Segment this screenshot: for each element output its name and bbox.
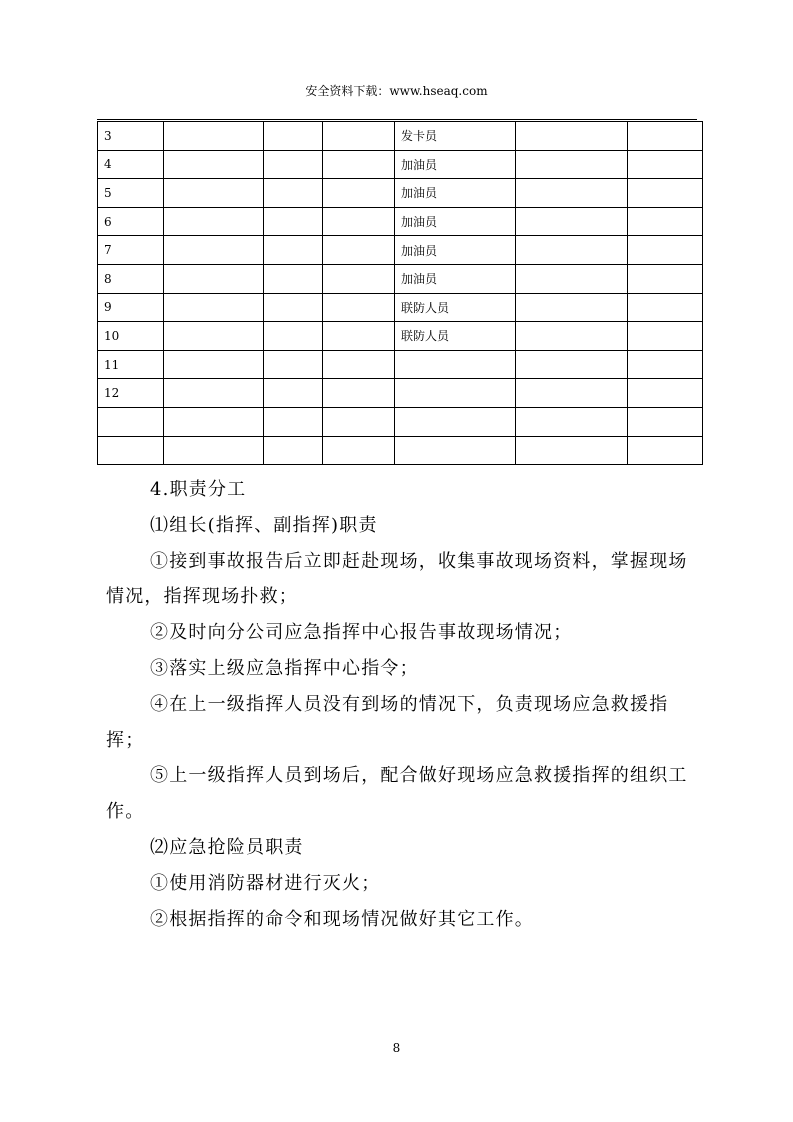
empty-cell xyxy=(323,150,395,179)
empty-cell xyxy=(264,207,323,236)
empty-cell xyxy=(164,436,264,465)
empty-cell xyxy=(516,122,628,151)
table-row xyxy=(98,322,703,351)
section-title: 4.职责分工 xyxy=(150,479,247,500)
subsection-title-leader: ⑴组长(指挥、副指挥)职责 xyxy=(150,514,378,536)
empty-cell xyxy=(516,264,628,293)
empty-cell xyxy=(628,264,703,293)
role-cell xyxy=(395,407,516,436)
empty-cell xyxy=(264,350,323,379)
leader-duty-2: ②及时向分公司应急指挥中心报告事故现场情况； xyxy=(150,622,573,644)
empty-cell xyxy=(164,293,264,322)
page-number: 8 xyxy=(392,1041,401,1055)
empty-cell xyxy=(516,322,628,351)
role-cell: 发卡员 xyxy=(395,122,516,151)
role-cell: 加油员 xyxy=(395,264,516,293)
empty-cell xyxy=(516,350,628,379)
empty-cell xyxy=(323,436,395,465)
personnel-table xyxy=(97,121,703,465)
row-number-cell: 4 xyxy=(98,150,164,179)
empty-cell xyxy=(516,150,628,179)
empty-cell xyxy=(164,150,264,179)
row-number-cell xyxy=(98,407,164,436)
row-number-cell: 11 xyxy=(98,350,164,379)
role-cell: 联防人员 xyxy=(395,322,516,351)
empty-cell xyxy=(264,436,323,465)
leader-duty-3: ③落实上级应急指挥中心指令； xyxy=(150,657,419,679)
empty-cell xyxy=(516,236,628,265)
empty-cell xyxy=(628,322,703,351)
row-number-cell: 10 xyxy=(98,322,164,351)
empty-cell xyxy=(323,207,395,236)
role-cell: 加油员 xyxy=(395,179,516,208)
empty-cell xyxy=(628,293,703,322)
empty-cell xyxy=(516,207,628,236)
rescue-duty-1: ①使用消防器材进行灭火； xyxy=(150,872,381,894)
row-number-cell: 7 xyxy=(98,236,164,265)
empty-cell xyxy=(164,379,264,408)
empty-cell xyxy=(628,436,703,465)
empty-cell xyxy=(323,236,395,265)
empty-cell xyxy=(323,179,395,208)
empty-cell xyxy=(164,264,264,293)
empty-cell xyxy=(628,236,703,265)
subsection-title-rescue: ⑵应急抢险员职责 xyxy=(150,836,304,858)
empty-cell xyxy=(264,322,323,351)
leader-duty-4: ④在上一级指挥人员没有到场的情况下，负责现场应急救援指挥； xyxy=(106,693,669,751)
empty-cell xyxy=(264,179,323,208)
responsibilities-section xyxy=(106,472,696,937)
role-cell xyxy=(395,379,516,408)
role-cell xyxy=(395,436,516,465)
table-row xyxy=(98,207,703,236)
empty-cell xyxy=(323,322,395,351)
row-number-cell: 6 xyxy=(98,207,164,236)
empty-cell xyxy=(164,407,264,436)
empty-cell xyxy=(628,122,703,151)
empty-cell xyxy=(628,407,703,436)
empty-cell xyxy=(516,436,628,465)
empty-cell xyxy=(628,207,703,236)
row-number-cell: 8 xyxy=(98,264,164,293)
empty-cell xyxy=(516,407,628,436)
table-row xyxy=(98,379,703,408)
empty-cell xyxy=(264,150,323,179)
table-row xyxy=(98,264,703,293)
empty-cell xyxy=(628,179,703,208)
empty-cell xyxy=(164,350,264,379)
role-cell: 加油员 xyxy=(395,236,516,265)
empty-cell xyxy=(264,122,323,151)
table-row xyxy=(98,407,703,436)
table-row xyxy=(98,179,703,208)
table-row xyxy=(98,293,703,322)
page-header: 安全资料下载：www.hseaq.com xyxy=(305,84,488,98)
empty-cell xyxy=(164,179,264,208)
empty-cell xyxy=(164,322,264,351)
empty-cell xyxy=(164,122,264,151)
empty-cell xyxy=(264,236,323,265)
table-row xyxy=(98,436,703,465)
empty-cell xyxy=(323,264,395,293)
empty-cell xyxy=(323,293,395,322)
empty-cell xyxy=(323,379,395,408)
empty-cell xyxy=(516,293,628,322)
table-row xyxy=(98,236,703,265)
empty-cell xyxy=(264,264,323,293)
table-row xyxy=(98,150,703,179)
row-number-cell: 5 xyxy=(98,179,164,208)
table-row xyxy=(98,350,703,379)
row-number-cell: 9 xyxy=(98,293,164,322)
empty-cell xyxy=(323,350,395,379)
row-number-cell: 3 xyxy=(98,122,164,151)
leader-duty-1: ①接到事故报告后立即赶赴现场，收集事故现场资料，掌握现场情况，指挥现场扑救； xyxy=(106,550,688,608)
role-cell: 加油员 xyxy=(395,207,516,236)
role-cell xyxy=(395,350,516,379)
empty-cell xyxy=(628,379,703,408)
empty-cell xyxy=(323,407,395,436)
empty-cell xyxy=(164,236,264,265)
role-cell: 加油员 xyxy=(395,150,516,179)
empty-cell xyxy=(323,122,395,151)
leader-duty-5: ⑤上一级指挥人员到场后，配合做好现场应急救援指挥的组织工作。 xyxy=(106,765,688,823)
role-cell: 联防人员 xyxy=(395,293,516,322)
empty-cell xyxy=(516,379,628,408)
rescue-duty-2: ②根据指挥的命令和现场情况做好其它工作。 xyxy=(150,908,534,930)
empty-cell xyxy=(628,350,703,379)
empty-cell xyxy=(264,407,323,436)
table-row xyxy=(98,122,703,151)
empty-cell xyxy=(264,293,323,322)
empty-cell xyxy=(264,379,323,408)
empty-cell xyxy=(164,207,264,236)
empty-cell xyxy=(516,179,628,208)
row-number-cell xyxy=(98,436,164,465)
header-rule xyxy=(97,119,697,120)
empty-cell xyxy=(628,150,703,179)
row-number-cell: 12 xyxy=(98,379,164,408)
